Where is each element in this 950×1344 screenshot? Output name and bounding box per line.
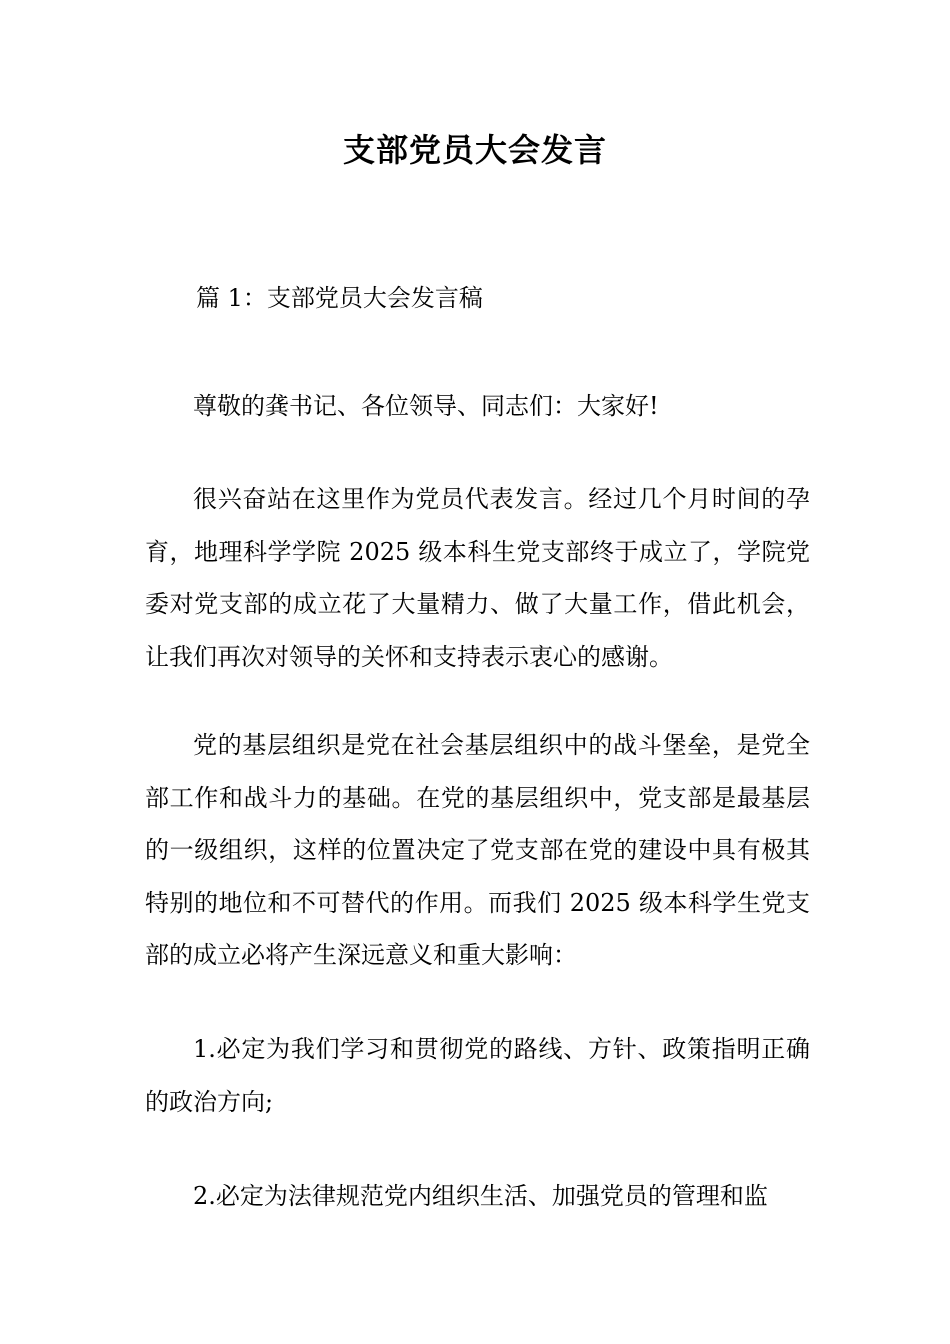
document-subtitle: 篇 1：支部党员大会发言稿 — [196, 284, 483, 312]
body-paragraph: 党的基层组织是党在社会基层组织中的战斗堡垒，是党全部工作和战斗力的基础。在党的基层组织中，党支部是最基层的一级组织，这样的位置决定了党支部在党的建设中具有极其特别的地位和不可替代的作用。而我们 2025 级本科学生党支部的成立必将产生深远意义和重大影响： — [145, 731, 810, 969]
body-paragraph: 很兴奋站在这里作为党员代表发言。经过几个月时间的孕育，地理科学学院 2025 级本科生党支部终于成立了，学院党委对党支部的成立花了大量精力、做了大量工作，借此机会，让我们再次对领导的关怀和支持表示衷心的感谢。 — [145, 485, 810, 671]
list-item-paragraph: 1.必定为我们学习和贯彻党的路线、方针、政策指明正确的政治方向; — [145, 1035, 810, 1116]
list-item-paragraph: 2.必定为法律规范党内组织生活、加强党员的管理和监 — [193, 1182, 768, 1210]
greeting-paragraph: 尊敬的龚书记、各位领导、同志们：大家好! — [193, 392, 659, 420]
document-title: 支部党员大会发言 — [342, 131, 607, 169]
